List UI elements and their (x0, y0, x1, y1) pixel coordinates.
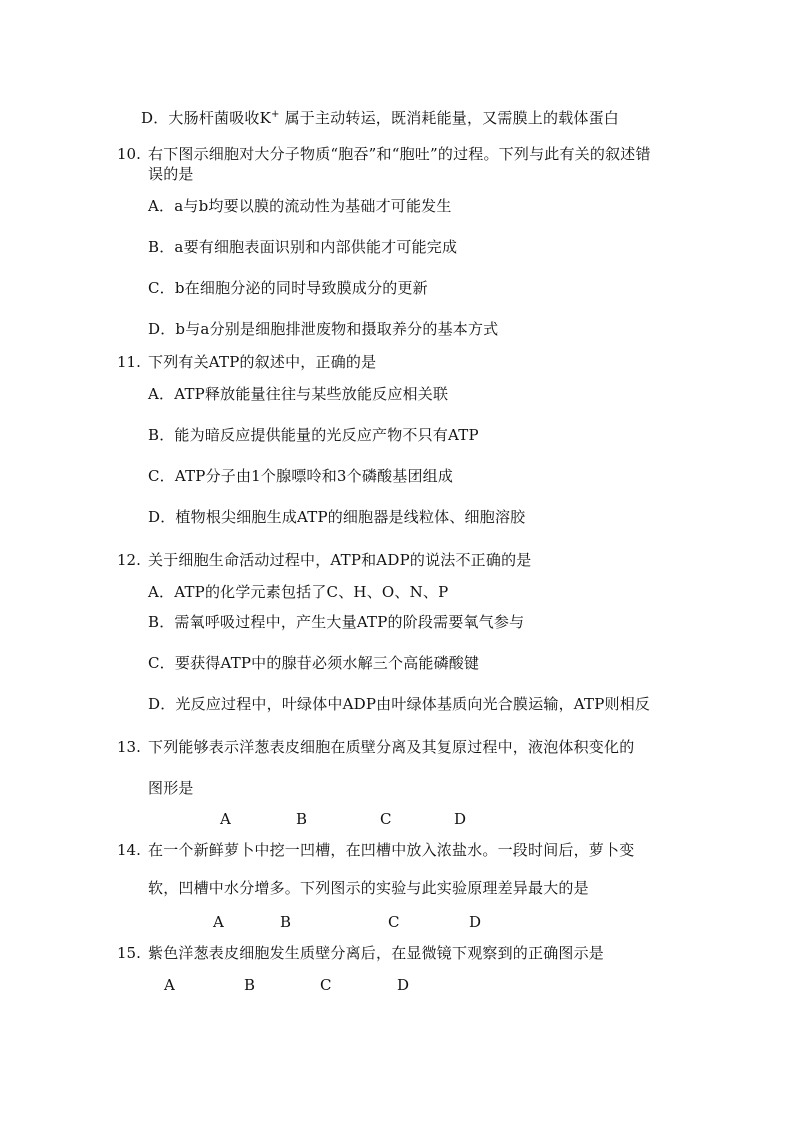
q14-choice-a: A (213, 913, 224, 931)
q10-option-d: D．b与a分别是细胞排泄废物和摄取养分的基本方式 (148, 320, 499, 338)
q14-stem-line2: 软，凹槽中水分增多。下列图示的实验与此实验原理差异最大的是 (148, 879, 589, 897)
q15-stem: 紫色洋葱表皮细胞发生质壁分离后，在显微镜下观察到的正确图示是 (148, 944, 605, 962)
q13-choice-c: C (380, 810, 392, 828)
q10-number: 10. (117, 145, 141, 163)
q15-number: 15. (117, 944, 141, 962)
q13-stem-line1: 下列能够表示洋葱表皮细胞在质壁分离及其复原过程中，液泡体积变化的 (148, 738, 635, 756)
q12-option-c: C．要获得ATP中的腺苷必须水解三个高能磷酸键 (148, 654, 480, 672)
q9-option-d (141, 108, 619, 128)
q15-choice-d: D (397, 976, 410, 994)
q10-stem-line1: 右下图示细胞对大分子物质“胞吞”和“胞吐”的过程。下列与此有关的叙述错 (148, 145, 651, 163)
q11-option-c: C．ATP分子由1个腺嘌呤和3个磷酸基团组成 (148, 467, 454, 485)
q12-option-b: B．需氧呼吸过程中，产生大量ATP的阶段需要氧气参与 (148, 613, 525, 631)
q11-option-d: D．植物根尖细胞生成ATP的细胞器是线粒体、细胞溶胶 (148, 508, 526, 526)
q13-number: 13. (117, 738, 141, 756)
q14-choice-c: C (388, 913, 400, 931)
q11-stem: 下列有关ATP的叙述中，正确的是 (148, 353, 377, 371)
q13-choice-b: B (296, 810, 308, 828)
q10-option-c: C．b在细胞分泌的同时导致膜成分的更新 (148, 279, 428, 297)
q14-choice-d: D (469, 913, 482, 931)
q15-choice-c: C (320, 976, 332, 994)
q12-option-d: D．光反应过程中，叶绿体中ADP由叶绿体基质向光合膜运输，ATP则相反 (148, 695, 651, 713)
q13-choice-d: D (454, 810, 467, 828)
q13-choice-a: A (220, 810, 231, 828)
q13-stem-line2: 图形是 (148, 779, 194, 797)
q10-stem-line2: 误的是 (148, 165, 194, 183)
q10-option-a: A．a与b均要以膜的流动性为基础才可能发生 (148, 197, 452, 215)
q12-option-a: A．ATP的化学元素包括了C、H、O、N、P (148, 583, 449, 601)
q14-number: 14. (117, 841, 141, 859)
q14-stem-line1: 在一个新鲜萝卜中挖一凹槽，在凹槽中放入浓盐水。一段时间后，萝卜变 (148, 841, 635, 859)
q15-choice-a: A (164, 976, 175, 994)
q15-choice-b: B (244, 976, 256, 994)
q14-choice-b: B (280, 913, 292, 931)
q9-option-d-rest: 属于主动转运，既消耗能量，又需膜上的载体蛋白 (284, 109, 620, 127)
q9-option-d-sup: + (271, 109, 280, 120)
q11-option-b: B．能为暗反应提供能量的光反应产物不只有ATP (148, 426, 479, 444)
q11-option-a: A．ATP释放能量往往与某些放能反应相关联 (148, 385, 449, 403)
q11-number: 11. (117, 353, 141, 371)
q9-option-d-text: D．大肠杆菌吸收K (141, 109, 272, 127)
q10-option-b: B．a要有细胞表面识别和内部供能才可能完成 (148, 238, 458, 256)
q12-number: 12. (117, 551, 141, 569)
q12-stem: 关于细胞生命活动过程中，ATP和ADP的说法不正确的是 (148, 551, 532, 569)
